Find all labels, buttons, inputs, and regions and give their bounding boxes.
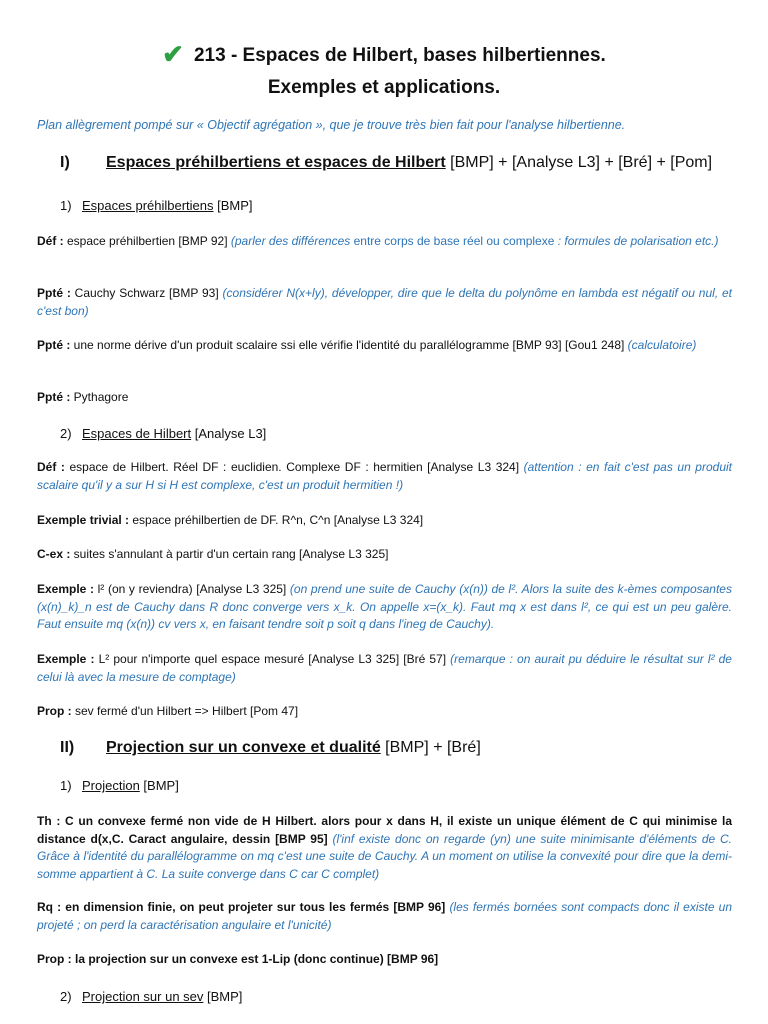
theorem-projection (37, 813, 732, 883)
item-note: (remarque : on aurait pu déduire le résultat sur l² de celui là avec la mesure de comptage) (37, 652, 732, 684)
item-text: Pythagore (70, 390, 129, 404)
item-text: la projection sur un convexe est 1-Lip (donc continue) [BMP 96] (71, 952, 439, 966)
item-label: Exemple trivial : (37, 513, 130, 527)
subsection-refs: [BMP] (213, 198, 253, 213)
section-refs: [BMP] + [Bré] (380, 739, 481, 756)
item-note: (on prend une suite de Cauchy (x(n)) de l². Alors la suite des k-èmes composantes (x(n)_k)_n est de Cauchy dans R donc converge vers x_k. On appelle x=(x_k). Faut mq x est dans l², ce qui est un peu galère. Faut ensuite mq (x(n)) cv vers x, en faisant tendre soit p soit q dans l'ineg de Cauchy). (37, 582, 732, 631)
item-text: espace préhilbertien [BMP 92] (63, 234, 231, 248)
item-text: en dimension finie, on peut projeter sur tous les fermés [BMP 96] (61, 900, 450, 914)
section-number: II) (60, 739, 75, 756)
item-label: Ppté : (37, 286, 71, 300)
section-heading-2 (60, 739, 481, 757)
item-label: C-ex : (37, 547, 71, 561)
item-text: C un convexe fermé non vide de H Hilbert. alors pour x dans H, il existe un unique élément de C qui minimise la distance d(x,C. Caract angulaire, dessin [BMP 95] (37, 814, 732, 846)
example-l2 (37, 581, 732, 634)
intro-note: Plan allègrement pompé sur « Objectif agrégation », que je trouve très bien fait pour l'analyse hilbertienne. (37, 118, 626, 132)
section-heading-1 (60, 154, 712, 172)
subsection-heading-2-1 (60, 778, 179, 793)
page-title (0, 40, 768, 70)
item-note: (les fermés bornées sont compacts donc il existe un projeté ; on perd la caractérisation angulaire et l'unicité) (37, 900, 732, 932)
example-trivial (37, 512, 732, 530)
title-line-2: Exemples et applications. (267, 77, 501, 98)
item-text: espace préhilbertien de DF. R^n, C^n [Analyse L3 324] (129, 513, 424, 527)
item-label: Déf : (37, 460, 65, 474)
property-pythagore (37, 389, 732, 407)
subsection-title: Espaces préhilbertiens (82, 198, 214, 213)
property-parallelogram (37, 337, 732, 355)
item-text: sev fermé d'un Hilbert => Hilbert [Pom 47] (71, 704, 299, 718)
subsection-refs: [BMP] (139, 778, 179, 793)
item-note: (calculatoire) (627, 338, 697, 352)
subsection-number: 1) (60, 198, 72, 213)
item-text: L² pour n'importe quel espace mesuré [Analyse L3 325] [Bré 57] (94, 652, 451, 666)
item-note: (l'inf existe donc on regarde (yn) une suite minimisante d'éléments de C. Grâce à l'identité du parallélogramme on mq c'est une suite de Cauchy. A un moment on utilise la convexité pour dire que la demi-somme appartient à C. La suite converge dans C car C complet) (37, 831, 732, 881)
subsection-refs: [BMP] (203, 989, 243, 1004)
subsection-refs: [Analyse L3] (191, 426, 267, 441)
item-text: suites s'annulant à partir d'un certain rang [Analyse L3 325] (70, 547, 389, 561)
checkmark-icon: ✔ (162, 39, 184, 69)
section-number: I) (60, 154, 70, 171)
remark-finite-dimension (37, 899, 732, 934)
proposition-lipschitz (37, 951, 732, 969)
item-note-plain: entre corps de base réel ou complexe (353, 234, 555, 248)
subsection-title: Espaces de Hilbert (82, 426, 192, 441)
subsection-heading-2-2 (60, 989, 242, 1004)
subsection-heading-1-1 (60, 198, 253, 213)
item-label: Exemple : (37, 582, 94, 596)
definition-prehilbert (37, 233, 732, 251)
item-note: (considérer N(x+ly), développer, dire que le delta du polynôme en lambda est négatif ou nul, et c'est bon) (37, 286, 732, 318)
item-note-end: : formules de polarisation etc.) (554, 234, 719, 248)
item-label: Exemple : (37, 652, 95, 666)
item-label: Ppté : (37, 338, 71, 352)
item-text: espace de Hilbert. Réel DF : euclidien. Complexe DF : hermitien [Analyse L3 324] (64, 460, 524, 474)
item-label: Rq : (37, 900, 62, 914)
subsection-title: Projection (82, 778, 140, 793)
definition-hilbert (37, 459, 732, 494)
section-title: Espaces préhilbertiens et espaces de Hilbert (106, 154, 446, 171)
property-cauchy-schwarz (37, 285, 732, 320)
subsection-number: 2) (60, 989, 72, 1004)
title-line-1: 213 - Espaces de Hilbert, bases hilbertiennes. (193, 45, 606, 66)
section-refs: [BMP] + [Analyse L3] + [Bré] + [Pom] (445, 154, 713, 171)
subsection-title: Projection sur un sev (82, 989, 204, 1004)
item-note: (parler des différences (230, 234, 354, 248)
item-note: (attention : en fait c'est pas un produit scalaire qu'il y a sur H si H est complexe, c'est un produit hermitien !) (37, 460, 733, 492)
item-text: l² (on y reviendra) [Analyse L3 325] (94, 582, 290, 596)
page-subtitle (0, 74, 768, 102)
item-label: Th : (37, 814, 61, 828)
proposition-closed-subspace (37, 703, 732, 721)
item-label: Ppté : (37, 390, 71, 404)
item-label: Prop : (37, 704, 72, 718)
counterexample (37, 546, 732, 564)
item-text: une norme dérive d'un produit scalaire ssi elle vérifie l'identité du parallélogramme [BMP 93] [Gou1 248] (70, 338, 628, 352)
subsection-number: 1) (60, 778, 72, 793)
subsection-number: 2) (60, 426, 72, 441)
section-title: Projection sur un convexe et dualité (106, 739, 381, 756)
item-label: Déf : (37, 234, 64, 248)
item-label: Prop : (37, 952, 72, 966)
subsection-heading-1-2 (60, 426, 266, 441)
example-L2 (37, 651, 732, 686)
item-text: Cauchy Schwarz [BMP 93] (70, 286, 223, 300)
